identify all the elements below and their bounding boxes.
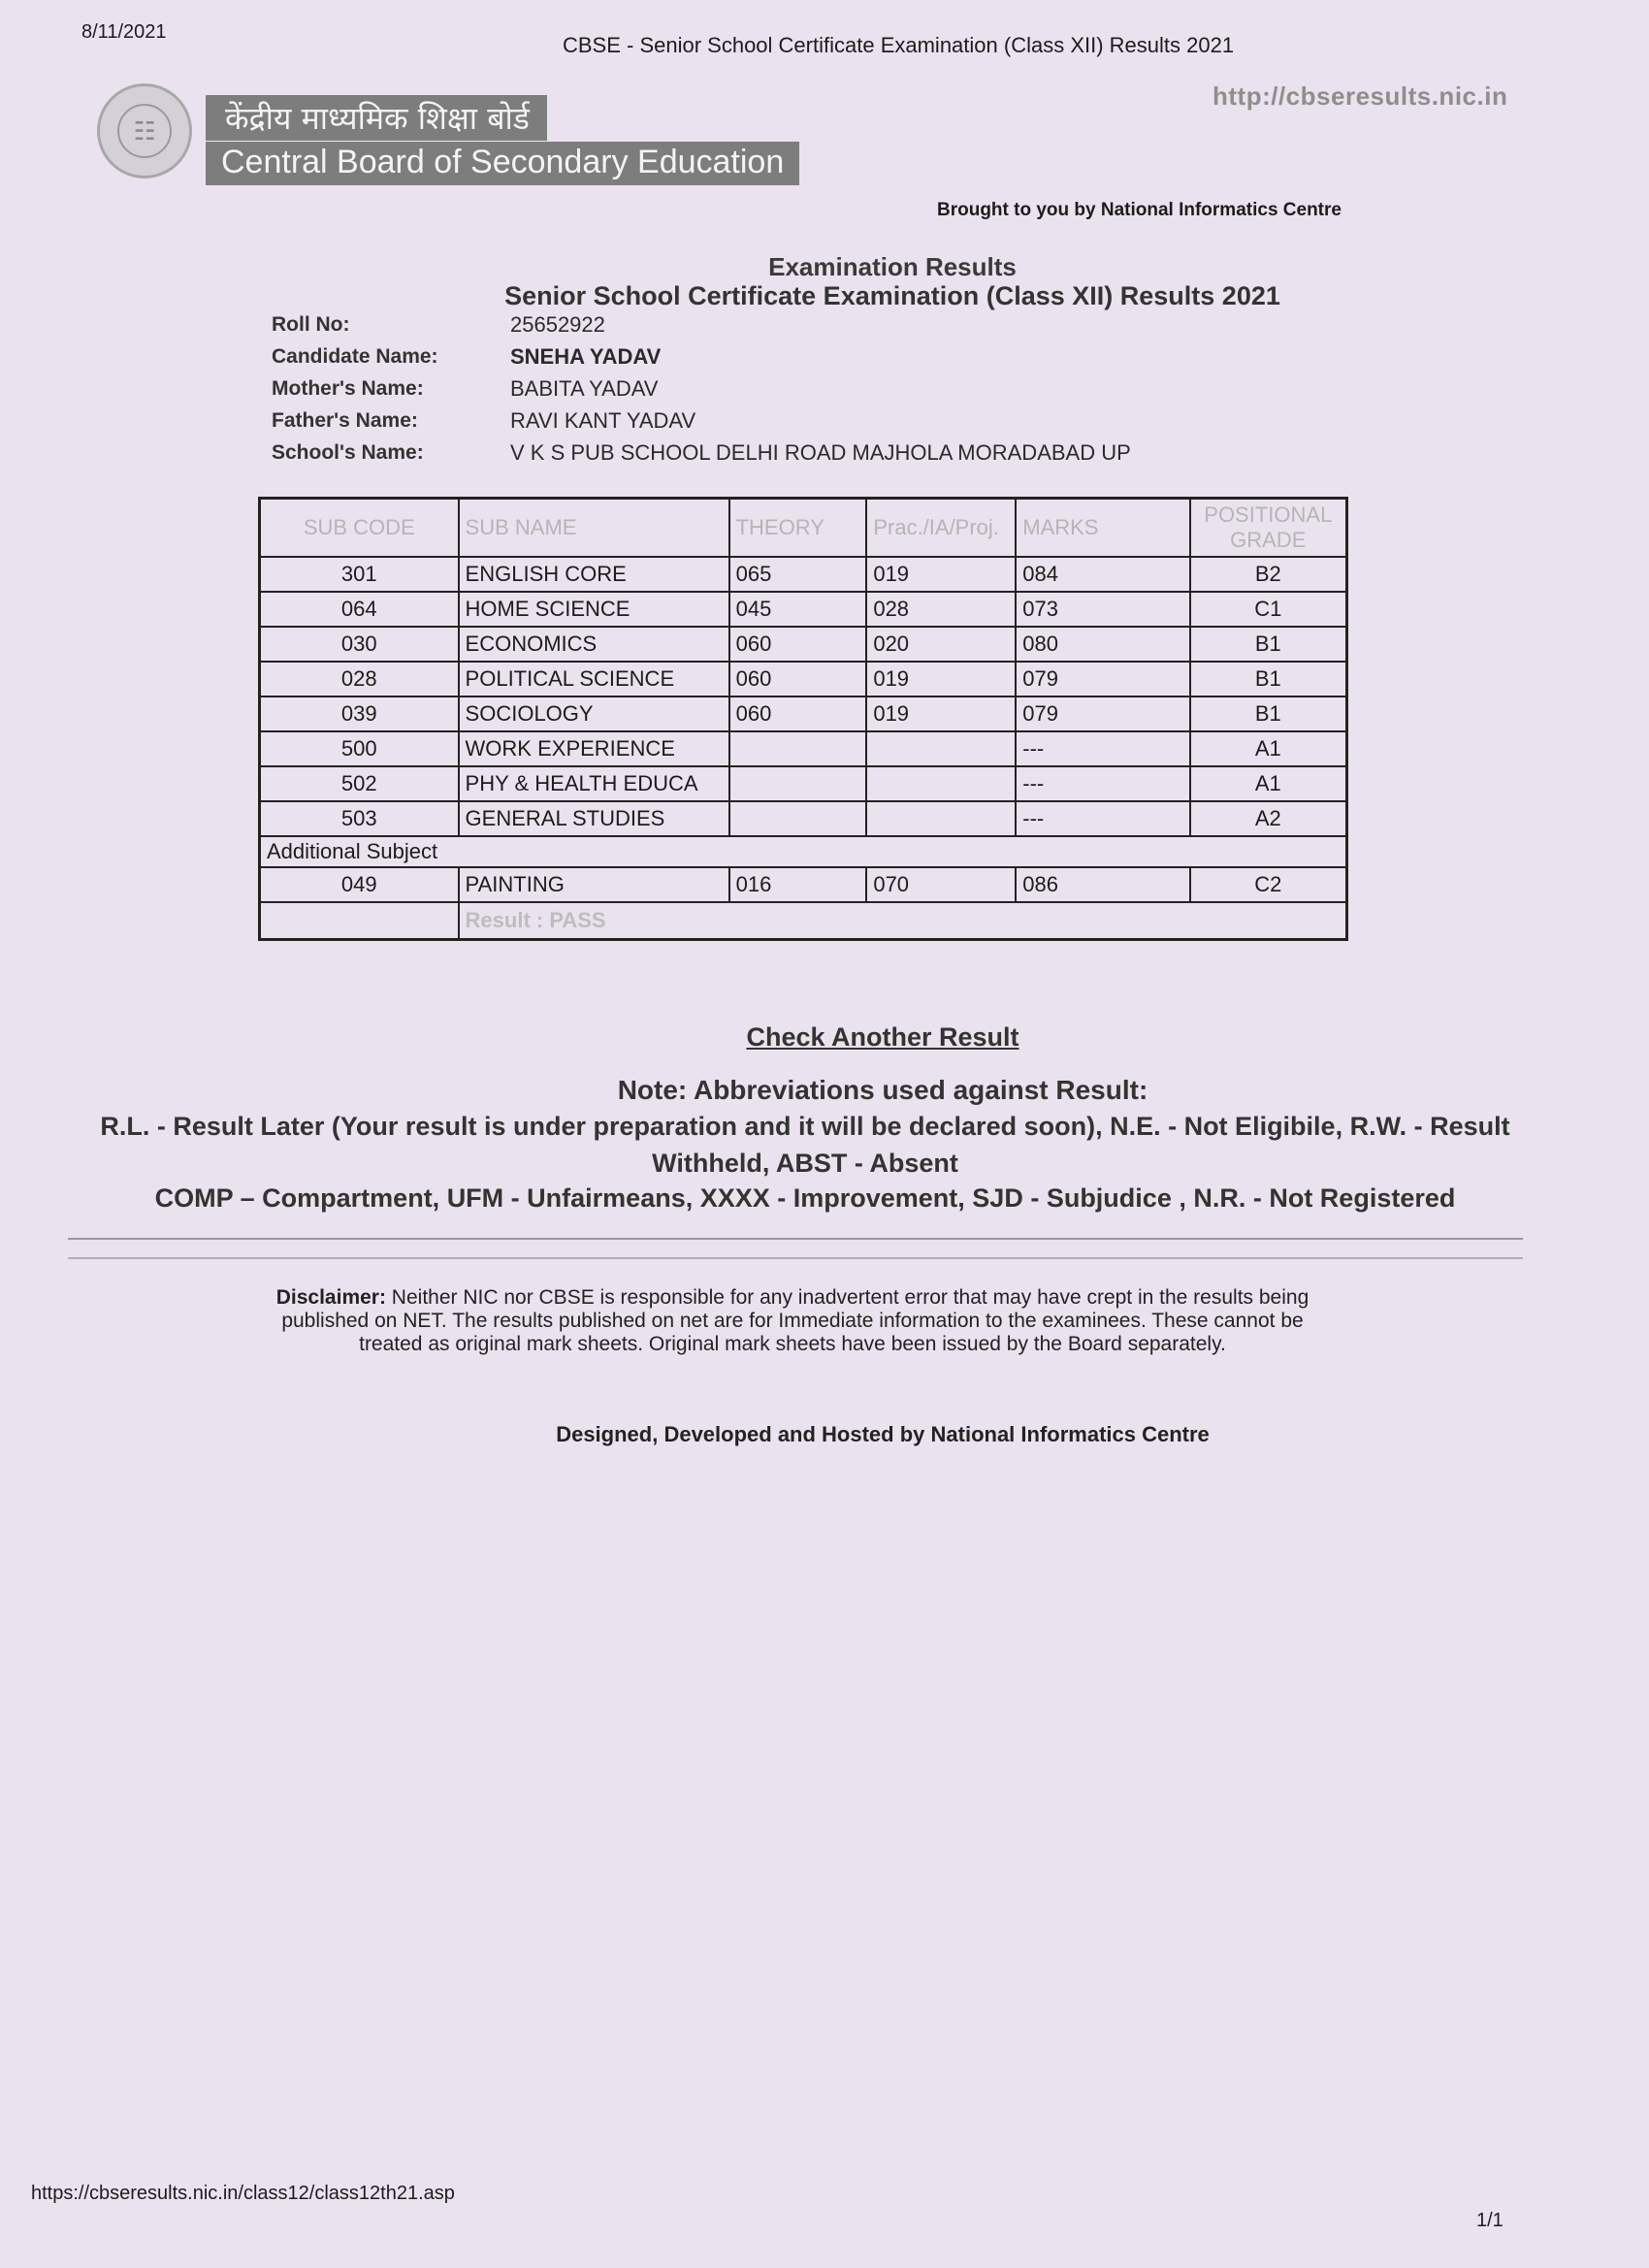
practical-marks: 019 bbox=[866, 662, 1016, 697]
theory-marks: 065 bbox=[729, 557, 867, 592]
sub-code: 301 bbox=[260, 557, 459, 592]
disclaimer-label: Disclaimer: bbox=[275, 1286, 386, 1309]
exam-subheading: Senior School Certificate Examination (Class XII) Results 2021 bbox=[504, 281, 1280, 310]
total-marks: 079 bbox=[1016, 662, 1189, 697]
practical-marks: 019 bbox=[866, 557, 1016, 592]
brought-by-text: Brought to you by National Informatics Centre bbox=[937, 200, 1342, 220]
sub-name: ENGLISH CORE bbox=[459, 557, 729, 592]
roll-number: 25652922 bbox=[510, 311, 605, 337]
additional-rows bbox=[260, 867, 1347, 902]
table-row bbox=[260, 557, 1347, 592]
total-marks: --- bbox=[1016, 766, 1189, 801]
result-row bbox=[260, 902, 1347, 940]
positional-grade: A1 bbox=[1190, 766, 1347, 801]
positional-grade: A2 bbox=[1190, 801, 1347, 836]
info-label: Roll No: bbox=[272, 312, 350, 336]
table-row bbox=[260, 627, 1347, 662]
check-another-result-link[interactable]: Check Another Result bbox=[746, 1022, 1019, 1052]
disclaimer-text: Neither NIC nor CBSE is responsible for any inadvertent error that may have crept in the results being published on NET. The results published on net are for Immediate information to the examinees. These cannot be treated as original mark sheets. Original mark sheets have been issued by the Board separately. bbox=[281, 1286, 1310, 1355]
sub-name: ECONOMICS bbox=[459, 627, 729, 662]
total-marks: --- bbox=[1016, 731, 1189, 766]
table-row bbox=[260, 766, 1347, 801]
total-marks: 084 bbox=[1016, 557, 1189, 592]
total-marks: 079 bbox=[1016, 697, 1189, 731]
practical-marks bbox=[866, 731, 1016, 766]
table-header-row bbox=[260, 499, 1347, 558]
notes-abbreviations-2: COMP – Compartment, UFM - Unfairmeans, XXXX - Improvement, SJD - Subjudice , N.R. - Not Registered bbox=[154, 1183, 1456, 1213]
col-header: SUB NAME bbox=[459, 499, 729, 558]
col-header: SUB CODE bbox=[260, 499, 459, 558]
positional-grade: B2 bbox=[1190, 557, 1347, 592]
practical-marks bbox=[866, 766, 1016, 801]
practical-marks: 020 bbox=[866, 627, 1016, 662]
table-row bbox=[260, 731, 1347, 766]
school-name: V K S PUB SCHOOL DELHI ROAD MAJHOLA MORADABAD UP bbox=[510, 439, 1131, 465]
sub-name: HOME SCIENCE bbox=[459, 592, 729, 627]
info-row-roll bbox=[272, 308, 1131, 340]
sub-code: 503 bbox=[260, 801, 459, 836]
theory-marks: 016 bbox=[729, 867, 867, 902]
sub-name: SOCIOLOGY bbox=[459, 697, 729, 731]
total-marks: 080 bbox=[1016, 627, 1189, 662]
col-header: POSITIONAL GRADE bbox=[1190, 499, 1347, 558]
additional-subject-label: Additional Subject bbox=[260, 836, 1347, 867]
col-header: MARKS bbox=[1016, 499, 1189, 558]
sub-code: 049 bbox=[260, 867, 459, 902]
practical-marks: 019 bbox=[866, 697, 1016, 731]
theory-marks: 060 bbox=[729, 662, 867, 697]
col-header: THEORY bbox=[729, 499, 867, 558]
total-marks: --- bbox=[1016, 801, 1189, 836]
practical-marks: 070 bbox=[866, 867, 1016, 902]
positional-grade: A1 bbox=[1190, 731, 1347, 766]
practical-marks bbox=[866, 801, 1016, 836]
print-footer-url: https://cbseresults.nic.in/class12/class12th21.asp bbox=[31, 2183, 455, 2204]
theory-marks: 060 bbox=[729, 627, 867, 662]
sub-name: PHY & HEALTH EDUCA bbox=[459, 766, 729, 801]
candidate-info bbox=[272, 308, 1131, 469]
site-url[interactable]: http://cbseresults.nic.in bbox=[1212, 81, 1508, 111]
sub-name: POLITICAL SCIENCE bbox=[459, 662, 729, 697]
result-empty-cell bbox=[260, 902, 459, 940]
theory-marks bbox=[729, 731, 867, 766]
positional-grade: B1 bbox=[1190, 697, 1347, 731]
positional-grade: C2 bbox=[1190, 867, 1347, 902]
notes-title: Note: Abbreviations used against Result: bbox=[617, 1075, 1148, 1105]
table-row bbox=[260, 592, 1347, 627]
disclaimer bbox=[254, 1286, 1331, 1356]
mother-name: BABITA YADAV bbox=[510, 375, 659, 401]
theory-marks bbox=[729, 801, 867, 836]
print-page-title: CBSE - Senior School Certificate Examination (Class XII) Results 2021 bbox=[563, 33, 1235, 57]
info-row-school bbox=[272, 437, 1131, 469]
sub-code: 039 bbox=[260, 697, 459, 731]
info-label: School's Name: bbox=[272, 440, 424, 464]
sub-code: 030 bbox=[260, 627, 459, 662]
table-row bbox=[260, 662, 1347, 697]
total-marks: 073 bbox=[1016, 592, 1189, 627]
theory-marks: 045 bbox=[729, 592, 867, 627]
table-row bbox=[260, 801, 1347, 836]
cbse-seal-icon: ☷ bbox=[97, 83, 192, 178]
result-status: Result : PASS bbox=[459, 902, 1347, 940]
info-label: Mother's Name: bbox=[272, 376, 424, 400]
father-name: RAVI KANT YADAV bbox=[510, 407, 696, 433]
credits: Designed, Developed and Hosted by National Informatics Centre bbox=[556, 1422, 1210, 1446]
info-row-candidate bbox=[272, 340, 1131, 373]
info-row-father bbox=[272, 405, 1131, 437]
board-name-hindi: केंद्रीय माध्यमिक शिक्षा बोर्ड bbox=[206, 95, 547, 141]
positional-grade: C1 bbox=[1190, 592, 1347, 627]
sub-name: WORK EXPERIENCE bbox=[459, 731, 729, 766]
notes-abbreviations-1: R.L. - Result Later (Your result is under preparation and it will be declared soon), N.E. - Not Eligibile, R.W. - Result Withheld, ABST - Absent bbox=[100, 1112, 1510, 1178]
sub-code: 028 bbox=[260, 662, 459, 697]
sub-name: GENERAL STUDIES bbox=[459, 801, 729, 836]
candidate-name: SNEHA YADAV bbox=[510, 343, 662, 369]
positional-grade: B1 bbox=[1190, 627, 1347, 662]
print-page-number: 1/1 bbox=[1476, 2210, 1504, 2231]
subject-rows bbox=[260, 557, 1347, 836]
sub-code: 064 bbox=[260, 592, 459, 627]
col-header: Prac./IA/Proj. bbox=[866, 499, 1016, 558]
sub-code: 500 bbox=[260, 731, 459, 766]
additional-subject-row bbox=[260, 836, 1347, 867]
board-name-english: Central Board of Secondary Education bbox=[206, 142, 799, 185]
theory-marks bbox=[729, 766, 867, 801]
print-date: 8/11/2021 bbox=[81, 21, 167, 43]
table-row bbox=[260, 867, 1347, 902]
sub-code: 502 bbox=[260, 766, 459, 801]
results-table bbox=[258, 497, 1348, 941]
table-row bbox=[260, 697, 1347, 731]
total-marks: 086 bbox=[1016, 867, 1189, 902]
divider bbox=[68, 1257, 1523, 1259]
theory-marks: 060 bbox=[729, 697, 867, 731]
sub-name: PAINTING bbox=[459, 867, 729, 902]
info-label: Father's Name: bbox=[272, 408, 418, 432]
divider bbox=[68, 1238, 1523, 1240]
practical-marks: 028 bbox=[866, 592, 1016, 627]
positional-grade: B1 bbox=[1190, 662, 1347, 697]
exam-heading: Examination Results bbox=[768, 252, 1017, 281]
info-row-mother bbox=[272, 373, 1131, 405]
info-label: Candidate Name: bbox=[272, 344, 438, 368]
